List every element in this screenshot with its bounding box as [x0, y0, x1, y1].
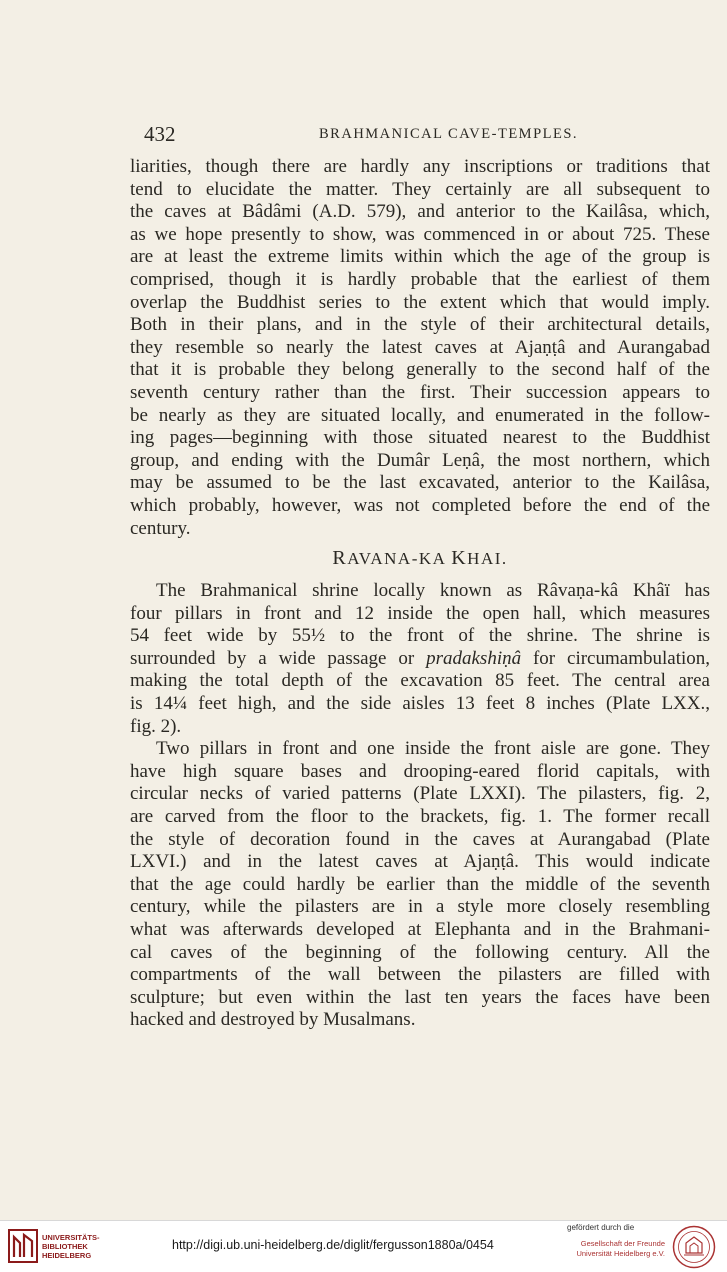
permalink-url[interactable]: http://digi.ub.uni-heidelberg.de/diglit/fergusson1880a/0454	[172, 1238, 494, 1252]
section-heading	[130, 540, 710, 576]
text-line: be nearly as they are situated locally, and enumerated in the follow-	[130, 404, 710, 426]
text-line: century.	[130, 517, 191, 539]
text-line: Both in their plans, and in the style of their architectural details,	[130, 314, 710, 336]
sponsor-name	[565, 1239, 665, 1258]
university-library-logo-icon[interactable]	[8, 1229, 38, 1263]
text-line: cal caves of the beginning of the following century. All the	[130, 941, 710, 963]
text-line: that it is probable they belong generally to the second half of the	[130, 359, 710, 381]
text-line: circular necks of varied patterns (Plate LXXI). The pilasters, fig. 2,	[130, 783, 710, 805]
sponsor-name-line: Gesellschaft der Freunde	[580, 1239, 665, 1248]
heading-initial: K	[451, 547, 468, 570]
text-run: for circumambulation,	[521, 647, 711, 669]
text-line: sculpture; but even within the last ten years the faces have been	[130, 986, 710, 1008]
text-line: which probably, however, was not completed before the end of the	[130, 494, 710, 516]
paragraph-2	[130, 580, 710, 738]
paragraph-3	[130, 738, 710, 1032]
text-line: that the age could hardly be earlier than the middle of the seventh	[130, 873, 710, 895]
paragraph-1	[130, 156, 710, 540]
text-line: are at least the extreme limits within which the age of the group is	[130, 246, 710, 268]
library-name-line: BIBLIOTHEK	[42, 1242, 88, 1251]
library-name-line: UNIVERSITÄTS-	[42, 1233, 100, 1242]
text-line: may be assumed to be the last excavated, anterior to the Kailâsa,	[130, 472, 710, 494]
text-line: overlap the Buddhist series to the extent which that would imply.	[130, 291, 710, 313]
text-line: they resemble so nearly the latest caves at Ajaṇṭâ and Aurangabad	[130, 336, 710, 358]
text-line: are carved from the floor to the brackets, fig. 1. The former recall	[130, 806, 710, 828]
text-line: Two pillars in front and one inside the front aisle are gone. They	[156, 738, 710, 760]
text-line: the caves at Bâdâmi (A.D. 579), and anterior to the Kailâsa, which,	[130, 201, 710, 223]
running-head	[144, 122, 704, 148]
text-line: The Brahmanical shrine locally known as Râvaṇa-kâ Khâï has	[156, 580, 710, 602]
text-line: group, and ending with the Dumâr Leṇâ, the most northern, which	[130, 449, 710, 471]
sponsor-name-line: Universität Heidelberg e.V.	[576, 1248, 665, 1258]
text-line: fig. 2).	[130, 715, 182, 737]
text-line: seventh century rather than the first. Their succession appears to	[130, 381, 710, 403]
text-line: 54 feet wide by 55½ to the front of the shrine. The shrine is	[130, 625, 710, 647]
text-line: century, while the pilasters are in a style more closely resembling	[130, 896, 710, 918]
sponsor-label: gefördert durch die	[567, 1223, 635, 1232]
text-line: tend to elucidate the matter. They certainly are all subsequent to	[130, 178, 710, 200]
text-line: comprised, though it is hardly probable that the earliest of them	[130, 268, 710, 290]
text-line: ing pages—beginning with those situated nearest to the Buddhist	[130, 427, 710, 449]
heading-smallcaps: HAI.	[467, 549, 508, 569]
text-line: hacked and destroyed by Musalmans.	[130, 1009, 416, 1031]
page-number: 432	[144, 122, 176, 146]
text-line: as we hope presently to show, was commenced in or about 725. These	[130, 223, 710, 245]
text-run: surrounded by a wide passage or	[130, 647, 427, 669]
text-line: have high square bases and drooping-eared florid capitals, with	[130, 760, 710, 782]
university-library-name	[42, 1233, 122, 1260]
text-line: making the total depth of the excavation 85 feet. The central area	[130, 670, 710, 692]
university-seal-icon[interactable]	[672, 1225, 716, 1269]
text-line: compartments of the wall between the pilasters are filled with	[130, 964, 710, 986]
text-line: liarities, though there are hardly any inscriptions or traditions that	[130, 156, 710, 177]
viewer-footer	[0, 1220, 727, 1272]
body-text	[130, 156, 710, 1032]
heading-initial: R	[332, 547, 348, 570]
running-title: BRAHMANICAL CAVE-TEMPLES.	[319, 126, 579, 142]
text-line: four pillars in front and 12 inside the open hall, which measures	[130, 602, 710, 624]
text-line: is 14¼ feet high, and the side aisles 13 feet 8 inches (Plate LXX.,	[130, 693, 710, 715]
text-line: what was afterwards developed at Elephanta and in the Brahmani-	[130, 919, 710, 940]
italic-term: pradakshiṇâ	[426, 647, 522, 669]
text-line: LXVI.) and in the latest caves at Ajaṇṭâ. This would indicate	[130, 851, 710, 873]
heading-smallcaps: AVANA-KA	[347, 549, 452, 569]
text-line: the style of decoration found in the caves at Aurangabad (Plate	[130, 828, 710, 850]
text-line	[130, 648, 710, 671]
library-name-line: HEIDELBERG	[42, 1251, 92, 1260]
